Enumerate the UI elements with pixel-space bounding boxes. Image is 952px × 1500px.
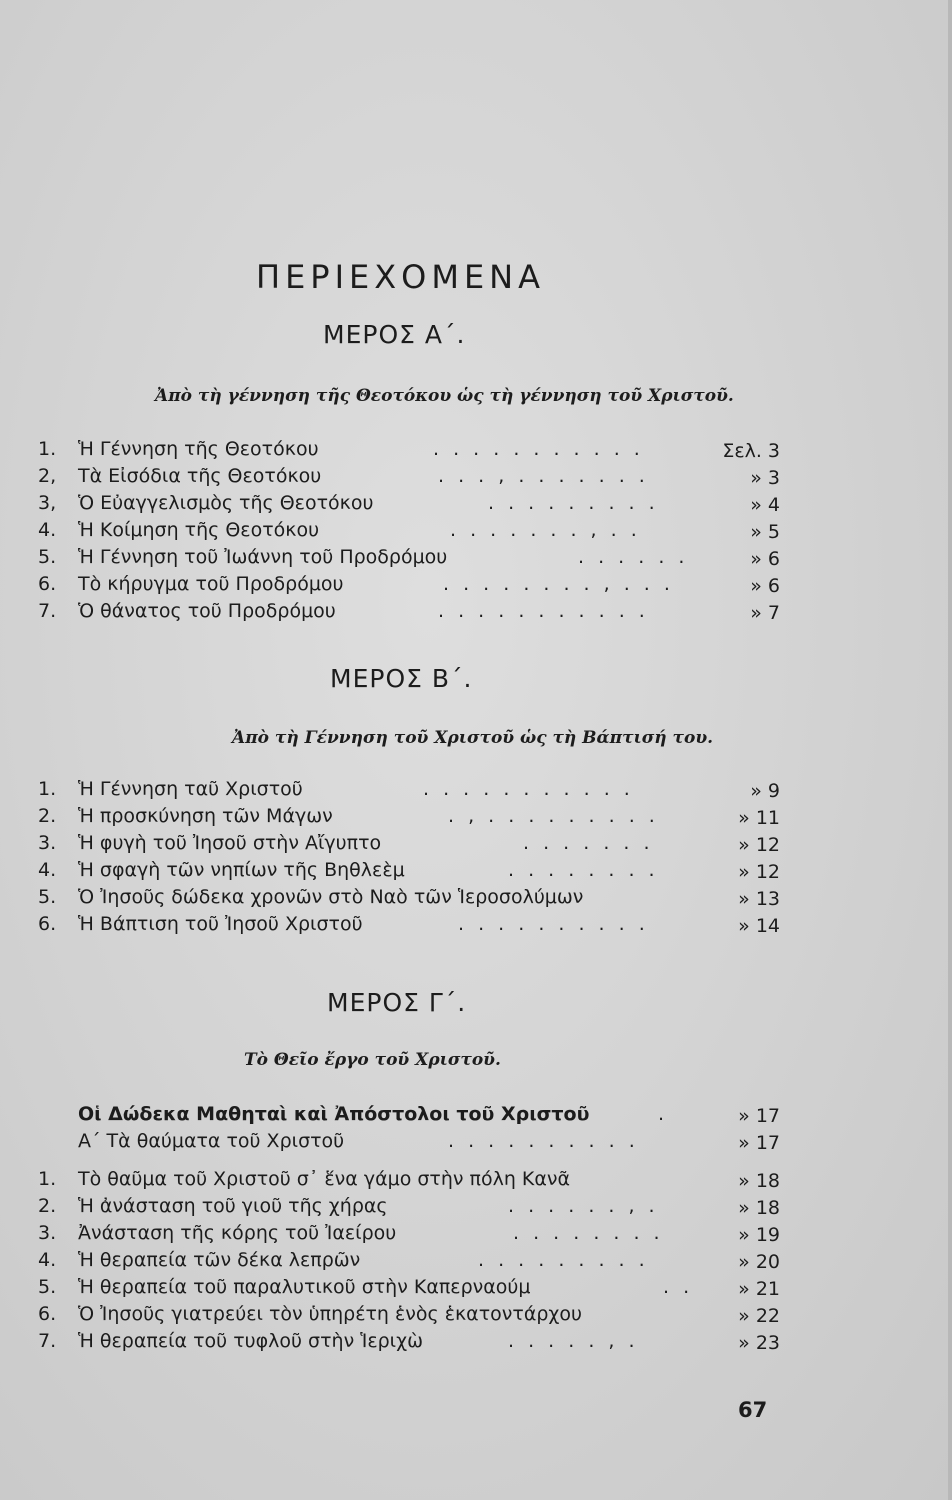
entry-page-ref: » 17 bbox=[738, 1105, 780, 1127]
entry-leader: . . . . . , . bbox=[508, 1330, 639, 1352]
toc-entry bbox=[38, 805, 780, 829]
toc-entry bbox=[38, 438, 780, 462]
entry-page-ref: » 3 bbox=[750, 467, 780, 489]
toc-entry bbox=[38, 1195, 780, 1219]
toc-entry bbox=[38, 1276, 780, 1300]
entry-page-ref: » 18 bbox=[738, 1197, 780, 1219]
page-title: ΠΕΡΙΕΧΟΜΕΝΑ bbox=[256, 258, 545, 296]
toc-entry bbox=[38, 859, 780, 883]
entry-leader: . . bbox=[663, 1276, 694, 1298]
entry-page-ref: » 5 bbox=[750, 521, 780, 543]
entry-page-ref: » 4 bbox=[750, 494, 780, 516]
toc-entry bbox=[38, 600, 780, 624]
entry-title: Οἱ Δώδεκα Μαθηταὶ καὶ Ἀπόστολοι τοῦ Χριστοῦ bbox=[78, 1103, 590, 1125]
entry-number: 2, bbox=[38, 465, 57, 487]
entry-page-ref: » 14 bbox=[738, 915, 780, 937]
entry-title: Ἡ Γέννηση ταῦ Χριστοῦ bbox=[78, 778, 303, 800]
entry-title: Ἀνάσταση τῆς κόρης τοῦ Ἰαείρου bbox=[78, 1222, 397, 1244]
entry-title: Ἡ θεραπεία τοῦ τυφλοῦ στὴν Ἱεριχὼ bbox=[78, 1330, 423, 1352]
toc-entry bbox=[38, 886, 780, 910]
toc-entry bbox=[38, 1103, 780, 1127]
entry-leader: . . . . . . bbox=[578, 546, 689, 568]
entry-page-ref: » 9 bbox=[750, 780, 780, 802]
entry-number: 6. bbox=[38, 1303, 57, 1325]
entry-page-ref: » 22 bbox=[738, 1305, 780, 1327]
entry-title: Τὰ Εἰσόδια τῆς Θεοτόκου bbox=[78, 465, 322, 487]
entry-leader: . . . . . . . bbox=[523, 832, 654, 854]
entry-page-ref: » 12 bbox=[738, 834, 780, 856]
entry-page-ref: » 12 bbox=[738, 861, 780, 883]
toc-entry bbox=[38, 1330, 780, 1354]
entry-title: Τὸ κήρυγμα τοῦ Προδρόμου bbox=[78, 573, 344, 595]
toc-entry bbox=[38, 832, 780, 856]
entry-leader: . . . . . . . . . bbox=[478, 1249, 649, 1271]
entry-number: 4. bbox=[38, 1249, 57, 1271]
toc-entry bbox=[38, 1249, 780, 1273]
toc-entry bbox=[38, 573, 780, 597]
part-c-heading: ΜΕΡΟΣ Γ΄. bbox=[327, 988, 467, 1017]
entry-number: 1. bbox=[38, 438, 57, 460]
part-a-subtitle: Ἀπὸ τὴ γέννηση τῆς Θεοτόκου ὡς τὴ γέννηση τοῦ Χριστοῦ. bbox=[155, 386, 734, 406]
toc-entry bbox=[38, 1130, 780, 1154]
entry-page-ref: » 19 bbox=[738, 1224, 780, 1246]
entry-page-ref: » 20 bbox=[738, 1251, 780, 1273]
part-c-subtitle: Τὸ Θεῖο ἔργο τοῦ Χριστοῦ. bbox=[244, 1050, 501, 1070]
page-number: 67 bbox=[738, 1398, 768, 1422]
entry-number: 2. bbox=[38, 805, 57, 827]
entry-page-ref: » 17 bbox=[738, 1132, 780, 1154]
entry-leader: . . . . . . . . bbox=[508, 859, 659, 881]
entry-number: 3, bbox=[38, 492, 57, 514]
entry-title: Ἡ θεραπεία τοῦ παραλυτικοῦ στὴν Καπερναούμ bbox=[78, 1276, 531, 1298]
entry-leader: . . . . . . . . , . . . bbox=[443, 573, 674, 595]
entry-title: Ἡ Κοίμηση τῆς Θεοτόκου bbox=[78, 519, 320, 541]
entry-number: 4. bbox=[38, 519, 57, 541]
entry-number: 7. bbox=[38, 1330, 57, 1352]
entry-title: Ὁ Ἰησοῦς δώδεκα χρονῶν στὸ Ναὸ τῶν Ἱεροσολύμων bbox=[78, 886, 584, 908]
entry-number: 3. bbox=[38, 1222, 57, 1244]
entry-title: Ἡ ἀνάσταση τοῦ γιοῦ τῆς χήρας bbox=[78, 1195, 388, 1217]
toc-entry bbox=[38, 1168, 780, 1192]
entry-title: Ἡ Γέννηση τοῦ Ἰωάννη τοῦ Προδρόμου bbox=[78, 546, 448, 568]
entry-title: Ὁ θάνατος τοῦ Προδρόμου bbox=[78, 600, 336, 622]
entry-leader: . . . . . . . . . . . bbox=[423, 778, 634, 800]
entry-number: 7. bbox=[38, 600, 57, 622]
toc-entry bbox=[38, 1222, 780, 1246]
entry-number: 3. bbox=[38, 832, 57, 854]
entry-title: Ἡ φυγὴ τοῦ Ἰησοῦ στὴν Αἴγυπτο bbox=[78, 832, 382, 854]
entry-page-ref: » 7 bbox=[750, 602, 780, 624]
entry-title: Ἡ Γέννηση τῆς Θεοτόκου bbox=[78, 438, 319, 460]
entry-number: 5. bbox=[38, 546, 57, 568]
entry-title: Ὁ Εὐαγγελισμὸς τῆς Θεοτόκου bbox=[78, 492, 374, 514]
entry-leader: . . . . . . . . . . bbox=[448, 1130, 639, 1152]
entry-title: Ἡ σφαγὴ τῶν νηπίων τῆς Βηθλεὲμ bbox=[78, 859, 405, 881]
entry-page-ref: » 6 bbox=[750, 575, 780, 597]
entry-page-ref: » 13 bbox=[738, 888, 780, 910]
entry-number: 6. bbox=[38, 573, 57, 595]
entry-number: 2. bbox=[38, 1195, 57, 1217]
entry-page-ref: » 23 bbox=[738, 1332, 780, 1354]
toc-entry bbox=[38, 913, 780, 937]
entry-number: 4. bbox=[38, 859, 57, 881]
entry-page-ref: » 21 bbox=[738, 1278, 780, 1300]
entry-leader: . . . . . . . , . . bbox=[450, 519, 641, 541]
entry-leader: . . . . . . . . . . . bbox=[438, 600, 649, 622]
toc-entry bbox=[38, 778, 780, 802]
entry-leader: . , . . . . . . . . . bbox=[448, 805, 659, 827]
toc-entry bbox=[38, 465, 780, 489]
entry-leader: . . . . . . . . . . . bbox=[433, 438, 644, 460]
entry-title: Τὸ θαῦμα τοῦ Χριστοῦ σ᾽ ἕνα γάμο στὴν πόλη Κανᾶ bbox=[78, 1168, 571, 1190]
part-a-heading: ΜΕΡΟΣ Α΄. bbox=[323, 320, 466, 349]
entry-title: Ὁ Ἰησοῦς γιατρεύει τὸν ὑπηρέτη ἑνὸς ἑκατοντάρχου bbox=[78, 1303, 582, 1325]
entry-title: Ἡ θεραπεία τῶν δέκα λεπρῶν bbox=[78, 1249, 361, 1271]
entry-leader: . . . . . . . . . . bbox=[458, 913, 649, 935]
entry-number: 1. bbox=[38, 778, 57, 800]
entry-page-ref: » 11 bbox=[738, 807, 780, 829]
entry-number: 1. bbox=[38, 1168, 57, 1190]
page-edge bbox=[948, 0, 952, 1500]
part-b-heading: ΜΕΡΟΣ Β΄. bbox=[330, 664, 473, 693]
part-b-subtitle: Ἀπὸ τὴ Γέννηση τοῦ Χριστοῦ ὡς τὴ Βάπτισή του. bbox=[232, 728, 714, 748]
toc-entry bbox=[38, 1303, 780, 1327]
entry-title: Ἡ προσκύνηση τῶν Μάγων bbox=[78, 805, 333, 827]
entry-leader: . . . . . . , . bbox=[508, 1195, 659, 1217]
entry-number: 5. bbox=[38, 886, 57, 908]
toc-entry bbox=[38, 492, 780, 516]
entry-number: 6. bbox=[38, 913, 57, 935]
entry-number: 5. bbox=[38, 1276, 57, 1298]
entry-leader: . bbox=[658, 1103, 669, 1125]
entry-page-ref: » 6 bbox=[750, 548, 780, 570]
entry-title: Α΄ Τὰ θαύματα τοῦ Χριστοῦ bbox=[78, 1130, 345, 1152]
entry-leader: . . . , . . . . . . . bbox=[438, 465, 649, 487]
entry-page-ref: Σελ. 3 bbox=[722, 440, 780, 462]
entry-leader: . . . . . . . . bbox=[513, 1222, 664, 1244]
entry-page-ref: » 18 bbox=[738, 1170, 780, 1192]
toc-entry bbox=[38, 546, 780, 570]
entry-leader: . . . . . . . . . bbox=[488, 492, 659, 514]
entry-title: Ἡ Βάπτιση τοῦ Ἰησοῦ Χριστοῦ bbox=[78, 913, 363, 935]
toc-entry bbox=[38, 519, 780, 543]
